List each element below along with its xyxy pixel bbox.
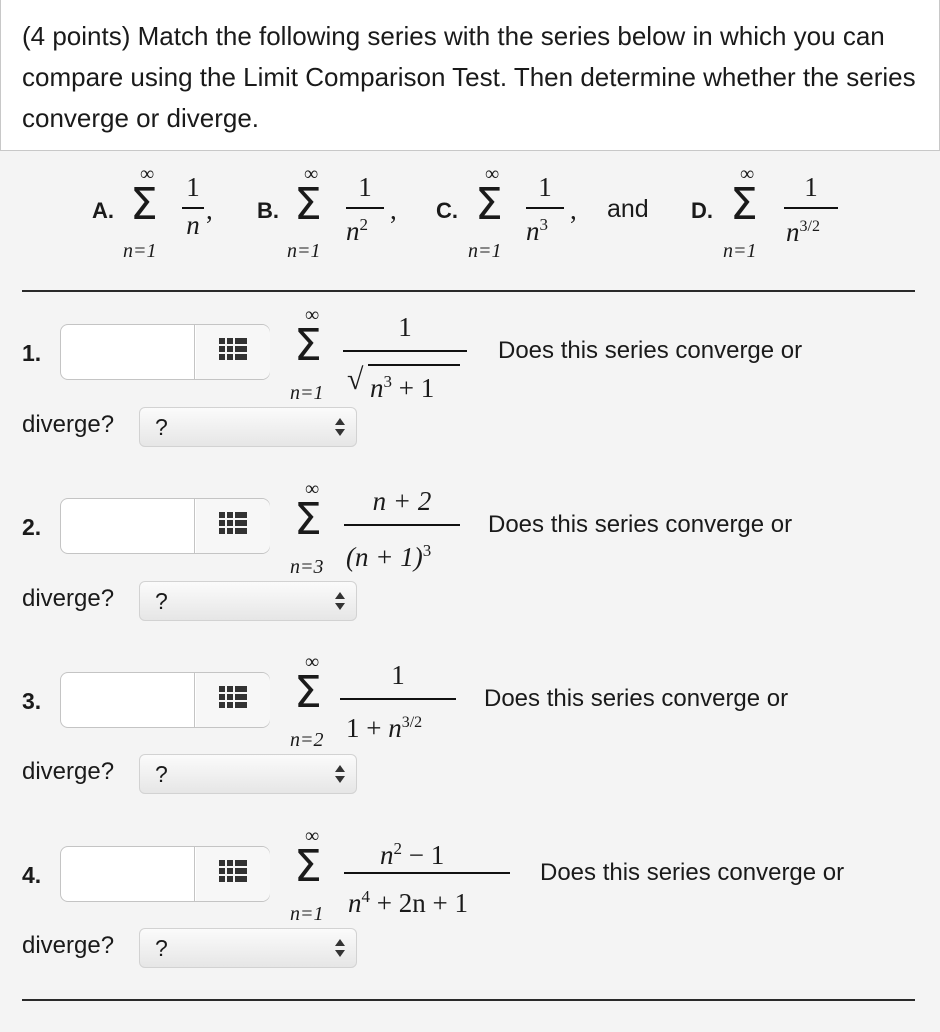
answer-input[interactable]: [61, 673, 195, 727]
sigma-symbol: Σ: [294, 320, 322, 371]
denominator: $n^4 + 2n + 1$: [348, 887, 468, 918]
sigma-symbol: Σ: [294, 494, 322, 545]
sigma-symbol: Σ: [294, 841, 322, 892]
answer-field-1: [60, 324, 270, 380]
diverge-label: diverge?: [22, 411, 115, 438]
sum-lower: n=1: [723, 240, 757, 262]
updown-arrows-icon: [334, 763, 346, 785]
option-c-letter: C.: [436, 198, 458, 223]
sigma-symbol: Σ: [294, 667, 322, 718]
question-number: 1.: [22, 340, 42, 366]
answer-field-4: [60, 846, 270, 902]
option-a-num: 1: [186, 172, 200, 202]
denominator: $n^3 + 1$: [370, 372, 435, 403]
fraction-bar: [526, 207, 564, 209]
sum-upper: ∞: [140, 163, 155, 185]
sum-lower: n=1: [123, 240, 157, 262]
question-text: Does this series converge or: [484, 685, 789, 712]
converge-diverge-select[interactable]: [139, 407, 357, 447]
sum-upper: ∞: [740, 163, 755, 185]
fraction-bar: [182, 207, 204, 209]
symbol-palette-button[interactable]: [196, 499, 270, 553]
question-number: 3.: [22, 688, 42, 714]
numerator: n + 2: [372, 486, 432, 516]
grid-icon: [219, 686, 247, 714]
question-number: 2.: [22, 514, 42, 540]
question-number: 4.: [22, 862, 42, 888]
question-text: Does this series converge or: [498, 337, 803, 364]
diverge-label: diverge?: [22, 758, 115, 785]
answer-input[interactable]: [61, 499, 195, 553]
problem-prompt: (4 points) Match the following series with the series below in which you can compare using the Limit Comparison Test. Then determine whether the series converge or diverge.: [22, 21, 916, 133]
select-value: ?: [155, 761, 168, 787]
converge-diverge-select[interactable]: [139, 928, 357, 968]
sum-lower: n=1: [290, 382, 324, 404]
sigma-symbol: Σ: [730, 179, 758, 230]
select-value: ?: [155, 935, 168, 961]
denominator: $1 + n^{3/2}$: [346, 713, 423, 743]
fraction-bar: [784, 207, 838, 209]
converge-diverge-select[interactable]: [139, 581, 357, 621]
diverge-label: diverge?: [22, 932, 115, 959]
diverge-label: diverge?: [22, 585, 115, 612]
option-b-den: $n^2$: [346, 215, 368, 246]
sum-upper: ∞: [305, 651, 320, 673]
sum-lower: n=1: [468, 240, 502, 262]
option-d-num: 1: [804, 172, 818, 202]
answer-input[interactable]: [61, 325, 195, 379]
question-text: Does this series converge or: [488, 511, 793, 538]
option-b-comma: ,: [390, 195, 397, 225]
option-d-den: $n^{3/2}$: [786, 217, 820, 247]
select-value: ?: [155, 414, 168, 440]
symbol-palette-button[interactable]: [196, 847, 270, 901]
option-c-den: $n^3$: [526, 215, 548, 246]
fraction-bar: [346, 207, 384, 209]
radical-bar: [368, 364, 460, 366]
select-value: ?: [155, 588, 168, 614]
updown-arrows-icon: [334, 590, 346, 612]
divider-top: [22, 290, 915, 292]
answer-field-2: [60, 498, 270, 554]
grid-icon: [219, 338, 247, 366]
numerator: 1: [398, 312, 412, 342]
fraction-bar: [344, 872, 510, 874]
answer-input[interactable]: [61, 847, 195, 901]
sum-lower: n=3: [290, 556, 324, 578]
fraction-bar: [344, 524, 460, 526]
grid-icon: [219, 512, 247, 540]
symbol-palette-button[interactable]: [196, 673, 270, 727]
sigma-symbol: Σ: [294, 179, 322, 230]
option-a-letter: A.: [92, 198, 114, 223]
sum-upper: ∞: [485, 163, 500, 185]
sum-upper: ∞: [304, 163, 319, 185]
option-c-comma: ,: [570, 195, 577, 225]
fraction-bar: [343, 350, 467, 352]
sum-upper: ∞: [305, 478, 320, 500]
radical-sign: √: [347, 363, 364, 396]
sum-lower: n=1: [287, 240, 321, 262]
sigma-symbol: Σ: [130, 179, 158, 230]
sum-lower: n=2: [290, 729, 324, 751]
converge-diverge-select[interactable]: [139, 754, 357, 794]
sum-upper: ∞: [305, 825, 320, 847]
symbol-palette-button[interactable]: [196, 325, 270, 379]
updown-arrows-icon: [334, 937, 346, 959]
sum-lower: n=1: [290, 903, 324, 925]
sigma-symbol: Σ: [475, 179, 503, 230]
option-a-den: n: [186, 210, 200, 240]
answer-field-3: [60, 672, 270, 728]
and-text: and: [607, 195, 649, 223]
option-a-comma: ,: [206, 195, 213, 225]
option-b-num: 1: [358, 172, 372, 202]
sum-upper: ∞: [305, 304, 320, 326]
fraction-bar: [340, 698, 456, 700]
divider-bottom: [22, 999, 915, 1001]
grid-icon: [219, 860, 247, 888]
question-text: Does this series converge or: [540, 859, 845, 886]
option-c-num: 1: [538, 172, 552, 202]
option-b-letter: B.: [257, 198, 279, 223]
numerator: 1: [391, 660, 405, 690]
numerator: $n^2 - 1$: [380, 839, 445, 870]
denominator: $(n + 1)^3$: [346, 541, 432, 572]
updown-arrows-icon: [334, 416, 346, 438]
option-d-letter: D.: [691, 198, 713, 223]
